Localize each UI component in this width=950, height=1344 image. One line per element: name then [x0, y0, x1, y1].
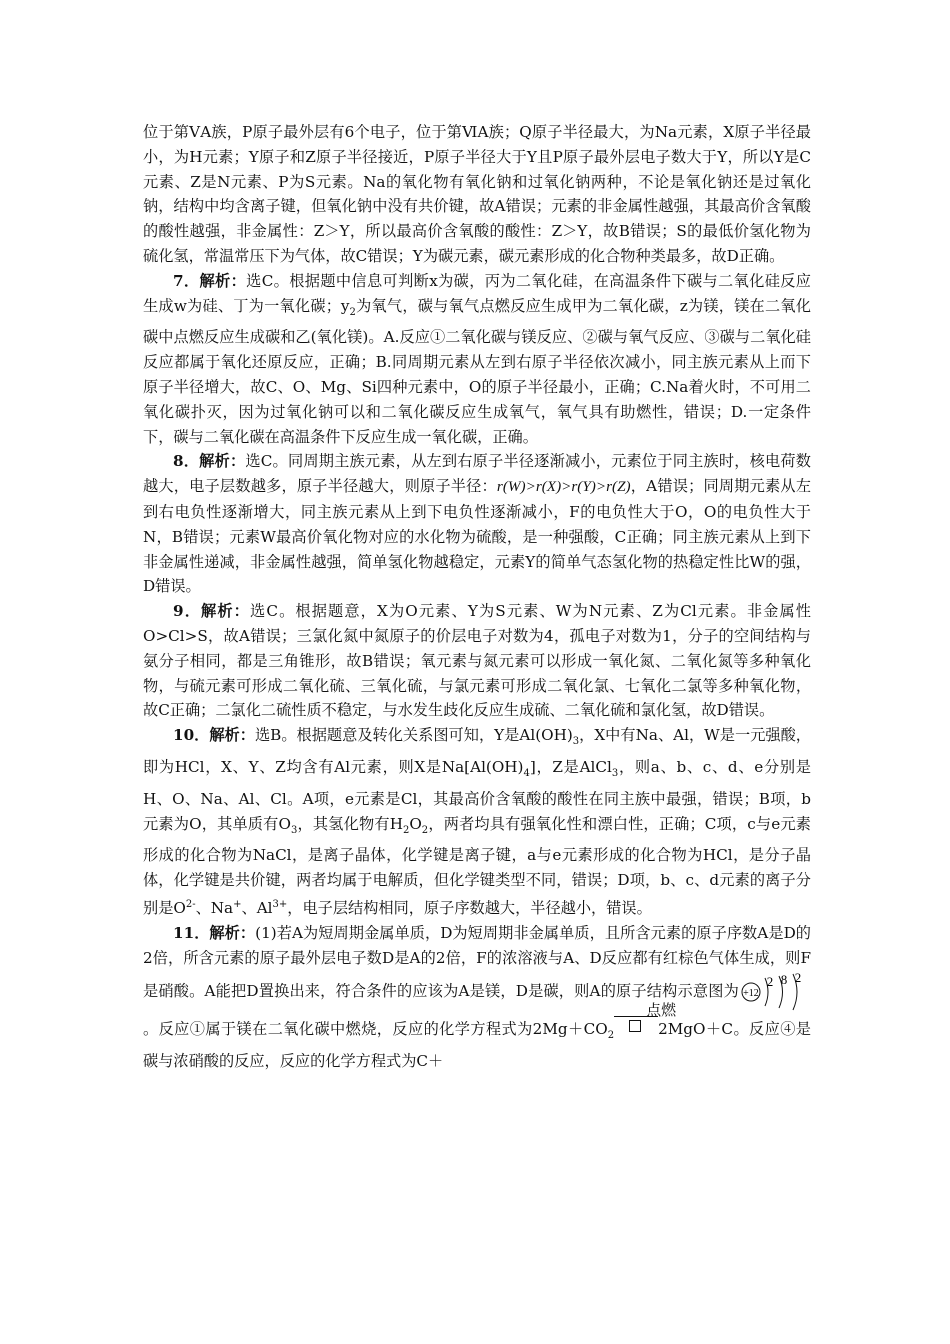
shell-electron-count: 2 — [794, 970, 802, 986]
subscript: 2 — [402, 824, 410, 836]
mg-atom-structure-diagram — [741, 970, 807, 1014]
nucleus-charge: +12 — [743, 988, 759, 1000]
paragraph-11 — [143, 921, 811, 1074]
text-run: ，两者均具有强氧化性和漂白性，正确；C项，c与e元素形成的化合物为NaCl，是离子晶体，化学键是离子键，a与e元素形成的化合物为HCl，是分子晶体，化学键是共价键，两者均属于电解质，但化学键类型不同，错误；D项，b、c、d元素的离子分别是O — [143, 814, 811, 918]
paragraph-7 — [143, 269, 811, 450]
subscript: 2 — [421, 824, 429, 836]
document-page — [143, 120, 811, 1074]
shell-electron-count: 8 — [780, 972, 788, 988]
item-number: 11．解析： — [173, 923, 256, 942]
paragraph-9 — [143, 599, 811, 723]
text-run: 。反应①属于镁在二氧化碳中燃烧，反应的化学方程式为2Mg＋CO — [143, 1020, 608, 1039]
superscript: 2- — [185, 899, 196, 911]
reaction-line — [614, 1016, 658, 1017]
superscript: 3+ — [272, 899, 288, 911]
superscript: + — [233, 899, 242, 911]
radius-formula: r(W)>r(X)>r(Y)>r(Z) — [496, 478, 631, 496]
reaction-condition — [614, 1001, 677, 1034]
item-number: 9．解析： — [173, 602, 250, 621]
condition-label: 点燃 — [646, 1001, 677, 1020]
item-number: 10．解析： — [173, 726, 255, 745]
shell-electron-count: 2 — [766, 974, 774, 990]
text-run: 为氧气，碳与氧气点燃反应生成甲为二氧化碳，z为镁，镁在二氧化碳中点燃反应生成碳和乙(氧化镁)。A.反应①二氧化碳与镁反应、②碳与氧气反应、③碳与二氧化硅反应都属于氧化还原反应，正确；B.同周期元素从左到右原子半径依次减小，同主族元素从上而下原子半径增大，故C、O、Mg、Si四种元素中，O的原子半径最小，正确；C.Na着火时，不可用二氧化碳扑灭，因为过氧化钠可以和二氧化碳反应生成氧气，氧气具有助燃性，错误；D.一定条件下，碳与二氧化碳在高温条件下反应生成一氧化碳，正确。 — [143, 296, 811, 446]
subscript: 3 — [611, 768, 619, 780]
text-run: ，则a、b、c、d、e分别是H、O、Na、Al、Cl。A项，e元素是Cl，其最高价含氧酸的酸性在同主族中最强，错误；B项，b元素为O，其单质有O — [143, 757, 811, 833]
text-run: 选C。根据题中信息可判断x为碳，丙为二氧化硅，在高温条件下碳与二氧化硅反应生成w为硅、丁为一氧化碳；y — [143, 271, 811, 315]
subscript: 3 — [290, 824, 298, 836]
text-run: 、Na — [195, 899, 234, 918]
text-run: (1)若A为短周期金属单质，D为短周期非金属单质，且所含元素的原子序数A是D的2倍，所含元素的原子最外层电子数D是A的2倍，F的浓溶液与A、D反应都有红棕色气体生成，则F是硝酸。A能把D置换出来，符合条件的应该为A是镁，D是碳，则A的原子结构示意图为 — [143, 923, 811, 1001]
text-run: 选C。同周期主族元素，从左到右原子半径逐渐减小，元素位于同主族时，核电荷数越大，电子层数越多，原子半径越大，则原子半径： — [143, 452, 811, 496]
placeholder-box-icon — [629, 1020, 641, 1032]
text-run: ]，Z是AlCl — [529, 757, 612, 776]
subscript: 3 — [572, 736, 580, 748]
subscript: 2 — [607, 1030, 615, 1042]
text-run: 选B。根据题意及转化关系图可知，Y是Al(OH) — [254, 726, 573, 745]
text-run: ，A错误；同周期元素从左到右电负性逐渐增大，同主族元素从上到下电负性逐渐减小，F的电负性大于O，O的电负性大于N，B错误；元素W最高价氧化物对应的水化物为硫酸，是一种强酸，C正确；同主族元素从上到下非金属性递减，非金属性越强，简单氢化物越稳定，元素Y的简单气态氢化物的热稳定性比W的强，D错误。 — [143, 477, 812, 596]
item-number: 8．解析： — [173, 452, 246, 471]
text-run: 选C。根据题意，X为O元素、Y为S元素、W为N元素、Z为Cl元素。非金属性O>Cl>S，故A错误；三氯化氮中氮原子的价层电子对数为4，孤电子对数为1，分子的空间结构与氨分子相同，都是三角锥形，故B错误；氧元素与氮元素可以形成一氧化氮、二氧化氮等多种氧化物，与硫元素可形成二氧化硫、三氧化硫，与氯元素可形成二氧化氯、七氧化二氯等多种氧化物，故C正确；二氯化二硫性质不稳定，与水发生歧化反应生成硫、二氧化硫和氯化氢，故D错误。 — [143, 602, 811, 720]
text-run: ，X中有Na、Al，W是一元强酸，即为HCl，X、Y、Z均含有Al元素，则X是Na[Al(OH) — [143, 726, 811, 776]
paragraph-8 — [143, 449, 811, 599]
text-run: 、Al — [241, 899, 273, 918]
text-run: ，其氢化物有H — [297, 814, 403, 833]
paragraph-10 — [143, 723, 811, 921]
text-run: O — [409, 814, 422, 833]
subscript: 4 — [523, 768, 530, 780]
subscript: 2 — [349, 306, 356, 318]
paragraph-6-continued — [143, 120, 811, 269]
paragraph-text: 位于第ⅤA族，P原子最外层有6个电子，位于第ⅥA族；Q原子半径最大，为Na元素，X原子半径最小，为H元素；Y原子和Z原子半径接近，P原子半径大于Y且P原子最外层电子数大于Y，所以Y是C元素、Z是N元素、P为S元素。Na的氧化物有氧化钠和过氧化钠两种，不论是氧化钠还是过氧化钠，结构中均含离子键，但氧化钠中没有共价键，故A错误；元素的非金属性越强，其最高价含氧酸的酸性越强，非金属性：Z＞Y，所以最高价含氧酸的酸性：Z＞Y，故B错误；S的最低价氢化物为硫化氢，常温常压下为气体，故C错误；Y为碳元素，碳元素形成的化合物种类最多，故D正确。 — [143, 123, 811, 265]
item-number: 7．解析： — [173, 271, 247, 290]
text-run: ，电子层结构相同，原子序数越大，半径越小，错误。 — [287, 899, 652, 918]
text-run: 2MgO＋C。反应④是碳与浓硝酸的反应，反应的化学方程式为C＋ — [143, 1020, 811, 1071]
